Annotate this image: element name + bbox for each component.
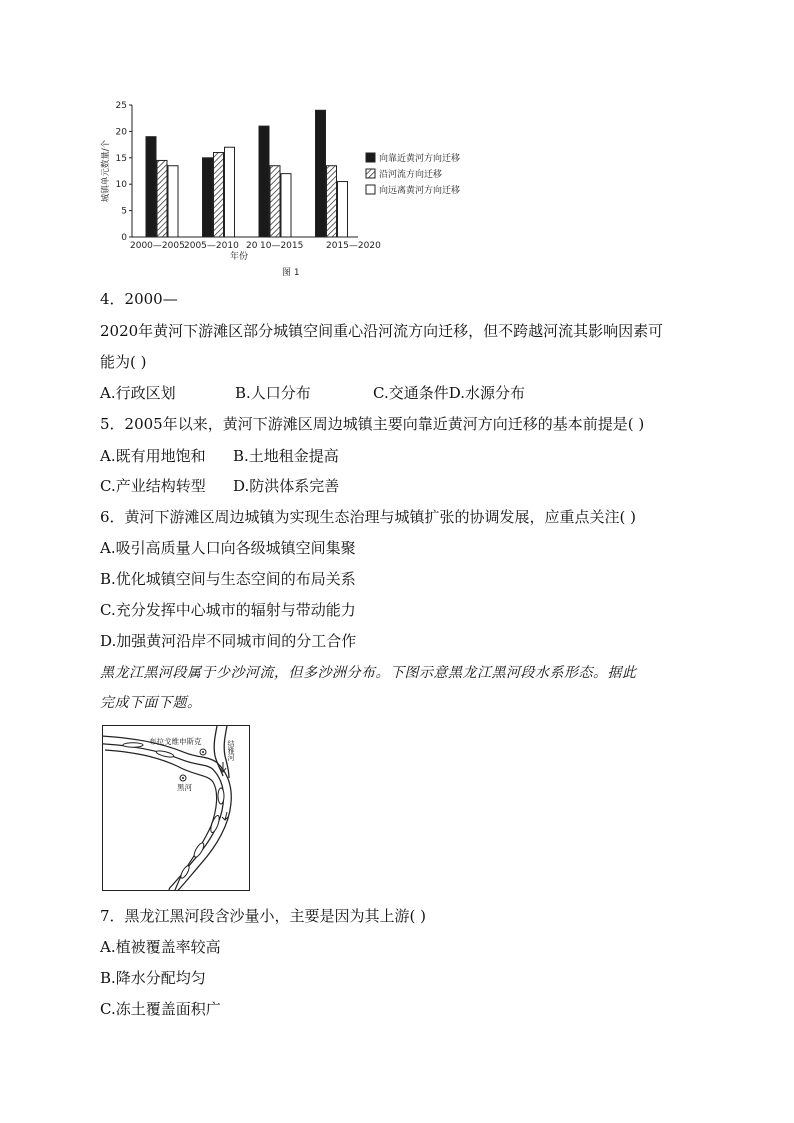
- q6-option-b[interactable]: B.优化城镇空间与生态空间的布局关系: [100, 570, 356, 588]
- x-tick-label: 20: [246, 241, 258, 251]
- y-tick-label: 20: [115, 127, 127, 138]
- y-tick-label: 5: [121, 206, 127, 217]
- figure-caption: 图 1: [282, 268, 300, 278]
- q7-stem: 7．黑龙江黑河段含沙量小，主要是因为其上游( ): [100, 907, 427, 925]
- bar-2-0: [259, 126, 269, 237]
- y-tick-label: 25: [115, 101, 127, 111]
- q5-option-d[interactable]: D.防洪体系完善: [233, 477, 340, 495]
- y-axis-label: 城镇单元数量/个: [101, 139, 111, 203]
- q4-stem-line: 2020年黄河下游滩区部分城镇空间重心沿河流方向迁移，但不跨越河流其影响因素可: [100, 322, 664, 340]
- legend-label-0: 向靠近黄河方向迁移: [379, 154, 461, 164]
- q7-option-b[interactable]: B.降水分配均匀: [100, 969, 206, 987]
- bar-chart: [100, 95, 500, 285]
- x-tick-label: 10—2015: [260, 241, 304, 251]
- bar-3-2: [338, 182, 348, 237]
- map-label-blagoveshchensk: 布拉戈维申斯克: [149, 737, 202, 746]
- y-tick-label: 10: [115, 180, 127, 191]
- q5-option-b[interactable]: B.土地租金提高: [233, 447, 339, 465]
- material-intro-line1: 黑龙江黑河段属于少沙河流，但多沙洲分布。下图示意黑龙江黑河段水系形态。据此: [100, 665, 637, 681]
- bar-3-1: [327, 166, 337, 237]
- legend-swatch-1: [366, 169, 375, 178]
- bar-0-1: [157, 160, 167, 237]
- y-tick-label: 0: [121, 233, 127, 243]
- bar-1-1: [214, 153, 224, 237]
- q6-option-c[interactable]: C.充分发挥中心城市的辐射与带动能力: [100, 601, 356, 619]
- map-label-heihe: 黑河: [177, 783, 192, 792]
- bar-1-0: [203, 158, 213, 237]
- q6-stem: 6．黄河下游滩区周边城镇为实现生态治理与城镇扩张的协调发展，应重点关注( ): [100, 508, 637, 526]
- q4-option-a[interactable]: A.行政区划: [100, 384, 176, 402]
- bar-0-0: [146, 137, 156, 237]
- q6-option-a[interactable]: A.吸引高质量人口向各级城镇空间集聚: [100, 539, 356, 557]
- x-tick-label: 2005—2010: [184, 241, 239, 251]
- legend-label-2: 向远离黄河方向迁移: [379, 186, 461, 196]
- q5-option-c[interactable]: C.产业结构转型: [100, 477, 206, 495]
- q5-stem: 5．2005年以来，黄河下游滩区周边城镇主要向靠近黄河方向迁移的基本前提是( ): [100, 415, 645, 433]
- q4-number-line: 4．2000—: [100, 290, 178, 308]
- q5-option-a[interactable]: A.既有用地饱和: [100, 447, 206, 465]
- material-intro-line2: 完成下面下题。: [100, 695, 202, 711]
- bar-3-0: [316, 110, 326, 237]
- x-axis-label: 年份: [230, 252, 249, 262]
- bar-1-2: [225, 147, 235, 237]
- q4-option-b[interactable]: B.人口分布: [235, 384, 311, 402]
- x-tick-label: 2015—2020: [326, 241, 381, 251]
- q6-option-d[interactable]: D.加强黄河沿岸不同城市间的分工合作: [100, 632, 357, 650]
- bar-0-2: [168, 166, 178, 237]
- bar-2-2: [281, 174, 291, 237]
- map-label-zeya: 结雅河: [227, 740, 235, 761]
- legend-swatch-0: [366, 153, 375, 162]
- x-tick-label: 2000—2005: [130, 241, 185, 251]
- legend-swatch-2: [366, 185, 375, 194]
- legend-label-1: 沿河流方向迁移: [379, 170, 443, 180]
- y-tick-label: 15: [115, 153, 127, 164]
- q4-option-cd[interactable]: C.交通条件D.水源分布: [373, 384, 525, 402]
- heihe-river-map: [102, 725, 250, 891]
- q7-option-c[interactable]: C.冻土覆盖面积广: [100, 1000, 221, 1018]
- q7-option-a[interactable]: A.植被覆盖率较高: [100, 938, 221, 956]
- q4-stem-end: 能为( ): [100, 353, 147, 371]
- bar-2-1: [270, 166, 280, 237]
